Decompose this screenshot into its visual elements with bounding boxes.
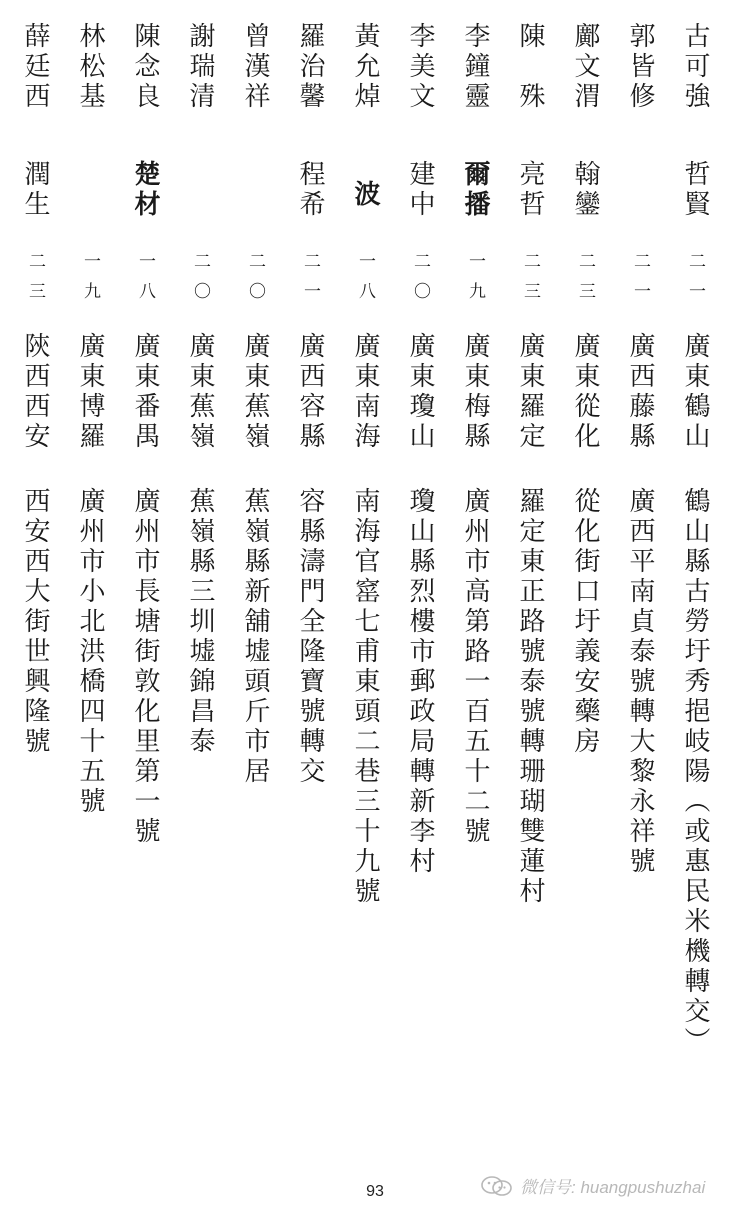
age: 二一 — [685, 252, 705, 312]
native-place: 廣東蕉嶺 — [240, 332, 270, 452]
courtesy-name: 潤生 — [20, 160, 50, 220]
native-place: 廣東南海 — [350, 332, 380, 452]
student-name: 薛廷西 — [20, 22, 50, 112]
courtesy-name: 翰鑾 — [570, 160, 600, 220]
wechat-icon — [480, 1175, 514, 1197]
age: 二三 — [520, 252, 540, 312]
age: 二〇 — [410, 252, 430, 312]
courtesy-name: 程希 — [295, 160, 325, 220]
native-place: 廣東蕉嶺 — [185, 332, 215, 452]
wechat-watermark — [480, 1173, 705, 1198]
age: 二一 — [630, 252, 650, 312]
student-name: 古可強 — [680, 22, 710, 112]
student-name: 陳 殊 — [515, 22, 545, 112]
student-name: 鄺文渭 — [570, 22, 600, 112]
mailing-address: 南海官窰七甫東頭二巷三十九號 — [350, 487, 380, 907]
mailing-address: 容縣濤門全隆寶號轉交 — [295, 487, 325, 787]
student-name: 羅治馨 — [295, 22, 325, 112]
courtesy-name: 哲賢 — [680, 160, 710, 220]
native-place: 廣東瓊山 — [405, 332, 435, 452]
mailing-address: 蕉嶺縣三圳墟錦昌泰 — [185, 487, 215, 757]
mailing-address: 廣西平南貞泰號轉大黎永祥號 — [625, 487, 655, 877]
native-place: 廣東羅定 — [515, 332, 545, 452]
age: 二一 — [300, 252, 320, 312]
courtesy-name: 楚材 — [130, 160, 160, 220]
age: 二三 — [25, 252, 45, 312]
age: 一八 — [135, 252, 155, 312]
native-place: 廣東番禺 — [130, 332, 160, 452]
watermark-text: 微信号: huangpushuzhai — [520, 1178, 706, 1197]
mailing-address: 廣州市高第路一百五十二號 — [460, 487, 490, 847]
courtesy-name: 爾播 — [460, 160, 490, 220]
native-place: 廣西容縣 — [295, 332, 325, 452]
native-place: 廣西藤縣 — [625, 332, 655, 452]
student-name: 郭皆修 — [625, 22, 655, 112]
courtesy-name: 亮哲 — [515, 160, 545, 220]
native-place: 廣東梅縣 — [460, 332, 490, 452]
mailing-address: 西安西大街世興隆號 — [20, 487, 50, 757]
student-name: 黃允焯 — [350, 22, 380, 112]
native-place: 廣東博羅 — [75, 332, 105, 452]
age: 一九 — [465, 252, 485, 312]
native-place: 廣東從化 — [570, 332, 600, 452]
mailing-address: 羅定東正路號泰號轉珊瑚雙蓮村 — [515, 487, 545, 907]
mailing-address: 廣州市小北洪橋四十五號 — [75, 487, 105, 817]
student-name: 李鐘靈 — [460, 22, 490, 112]
native-place: 廣東鶴山 — [680, 332, 710, 452]
mailing-address: 瓊山縣烈樓市郵政局轉新李村 — [405, 487, 435, 877]
mailing-address: 廣州市長塘街敦化里第一號 — [130, 487, 160, 847]
student-name: 曾漢祥 — [240, 22, 270, 112]
mailing-address: 鶴山縣古勞圩秀挹岐陽︵或惠民米機轉交︶ — [680, 487, 710, 1057]
mailing-address: 從化街口圩義安藥房 — [570, 487, 600, 757]
mailing-address: 蕉嶺縣新舖墟頭斤市居 — [240, 487, 270, 787]
student-name: 李美文 — [405, 22, 435, 112]
age: 二三 — [575, 252, 595, 312]
page-number: 93 — [366, 1183, 384, 1200]
age: 二〇 — [245, 252, 265, 312]
courtesy-name: 建中 — [405, 160, 435, 220]
age: 二〇 — [190, 252, 210, 312]
age: 一八 — [355, 252, 375, 312]
student-name: 謝瑞清 — [185, 22, 215, 112]
courtesy-name: 波 — [350, 180, 380, 210]
age: 一九 — [80, 252, 100, 312]
student-name: 林松基 — [75, 22, 105, 112]
student-name: 陳念良 — [130, 22, 160, 112]
native-place: 陝西西安 — [20, 332, 50, 452]
